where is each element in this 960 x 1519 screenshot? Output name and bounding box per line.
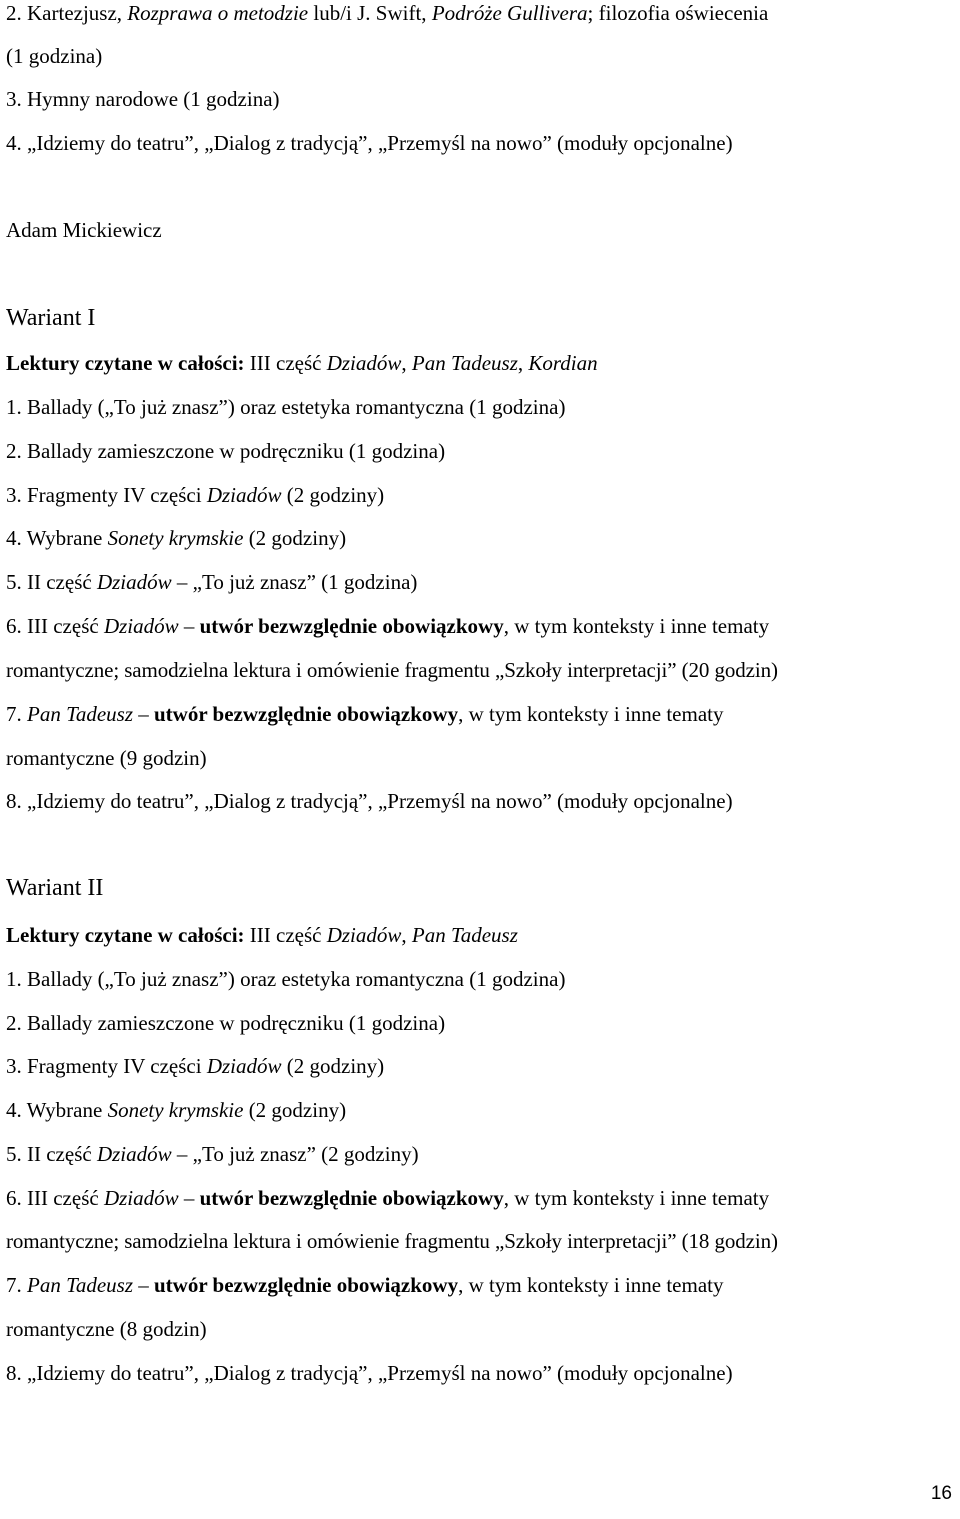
text-run: , w tym konteksty i inne tematy <box>458 1273 724 1297</box>
text-run: 7. <box>6 702 27 726</box>
variant-2-item-4 <box>6 1097 346 1123</box>
text-run: – <box>133 1273 154 1297</box>
readings-label: Lektury czytane w całości: <box>6 351 245 375</box>
variant-1-item-8: 8. „Idziemy do teatru”, „Dialog z tradycją”, „Przemyśl na nowo” (moduły opcjonalne) <box>6 789 733 813</box>
text-run: – <box>178 614 200 638</box>
variant-2-readings <box>6 922 518 948</box>
text-run: 5. II część <box>6 1142 97 1166</box>
readings-label: Lektury czytane w całości: <box>6 923 245 947</box>
variant-1-item-6 <box>6 613 769 639</box>
title-italic: Podróże Gullivera <box>431 1 588 25</box>
item-number: 2. <box>6 1 27 25</box>
text-run: (2 godziny) <box>281 483 385 507</box>
text-run: , <box>401 923 412 947</box>
text-run: , w tym konteksty i inne tematy <box>503 614 770 638</box>
page-number: 16 <box>930 1483 952 1504</box>
variant-1-item-4 <box>6 525 346 551</box>
variant-1-item-6-continuation: romantyczne; samodzielna lektura i omówienie fragmentu „Szkoły interpretacji” (20 godzin) <box>6 658 778 682</box>
variant-1-item-7 <box>6 701 724 727</box>
text-run: 6. III część <box>6 1186 104 1210</box>
title-italic: Dziadów <box>103 1186 179 1210</box>
title-italic: Pan Tadeusz <box>27 702 133 726</box>
variant-2-item-5 <box>6 1141 419 1167</box>
variant-1-item-7-continuation: romantyczne (9 godzin) <box>6 746 207 770</box>
intro-item-2-continuation: (1 godzina) <box>6 44 103 68</box>
text-run: ; filozofia oświecenia <box>587 1 769 25</box>
text-run: , w tym konteksty i inne tematy <box>458 702 724 726</box>
intro-item-2 <box>6 0 768 26</box>
title-italic: Dziadów <box>206 483 282 507</box>
text-run: 5. II część <box>6 570 97 594</box>
emphasis-bold: utwór bezwzględnie obowiązkowy <box>199 1186 504 1210</box>
variant-1-readings <box>6 350 598 376</box>
text-run: 3. Fragmenty IV części <box>6 483 207 507</box>
text-run: , w tym konteksty i inne tematy <box>503 1186 770 1210</box>
text-run: (2 godziny) <box>243 526 347 550</box>
title-italic: Pan Tadeusz <box>411 351 518 375</box>
variant-2-item-7 <box>6 1272 724 1298</box>
text-run: lub/i J. Swift, <box>308 1 432 25</box>
title-italic: Dziadów <box>206 1054 282 1078</box>
variant-1-item-1: 1. Ballady („To już znasz”) oraz estetyka romantyczna (1 godzina) <box>6 395 566 419</box>
intro-item-4: 4. „Idziemy do teatru”, „Dialog z tradycją”, „Przemyśl na nowo” (moduły opcjonalne) <box>6 131 733 155</box>
intro-item-3: 3. Hymny narodowe (1 godzina) <box>6 87 280 111</box>
variant-1-title: Wariant I <box>6 305 96 331</box>
title-italic: Kordian <box>528 351 598 375</box>
title-italic: Sonety krymskie <box>107 1098 244 1122</box>
author-heading: Adam Mickiewicz <box>6 218 162 242</box>
title-italic: Pan Tadeusz <box>411 923 518 947</box>
title-italic: Dziadów <box>96 570 172 594</box>
text-run: , <box>517 351 529 375</box>
variant-2-title: Wariant II <box>6 875 104 901</box>
text-run: – „To już znasz” (1 godzina) <box>171 570 418 594</box>
text-run: III część <box>244 923 327 947</box>
text-run: Kartezjusz, <box>27 1 128 25</box>
variant-2-item-6 <box>6 1185 769 1211</box>
text-run: (2 godziny) <box>281 1054 385 1078</box>
title-italic: Dziadów <box>103 614 179 638</box>
title-italic: Sonety krymskie <box>107 526 244 550</box>
text-run: (2 godziny) <box>243 1098 347 1122</box>
variant-1-item-3 <box>6 482 384 508</box>
variant-2-item-8: 8. „Idziemy do teatru”, „Dialog z tradycją”, „Przemyśl na nowo” (moduły opcjonalne) <box>6 1361 733 1385</box>
title-italic: Dziadów <box>326 351 402 375</box>
emphasis-bold: utwór bezwzględnie obowiązkowy <box>154 702 459 726</box>
variant-2-item-3 <box>6 1053 384 1079</box>
variant-2-item-1: 1. Ballady („To już znasz”) oraz estetyka romantyczna (1 godzina) <box>6 967 566 991</box>
title-italic: Rozprawa o metodzie <box>127 1 309 25</box>
variant-1-item-5 <box>6 569 417 595</box>
title-italic: Dziadów <box>326 923 402 947</box>
title-italic: Dziadów <box>96 1142 172 1166</box>
text-run: 4. Wybrane <box>6 1098 108 1122</box>
text-run: – <box>133 702 154 726</box>
variant-2-item-2: 2. Ballady zamieszczone w podręczniku (1 godzina) <box>6 1011 446 1035</box>
text-run: 3. Fragmenty IV części <box>6 1054 207 1078</box>
text-run: , <box>401 351 412 375</box>
text-run: – <box>178 1186 200 1210</box>
variant-2-item-6-continuation: romantyczne; samodzielna lektura i omówienie fragmentu „Szkoły interpretacji” (18 godzin) <box>6 1229 778 1253</box>
emphasis-bold: utwór bezwzględnie obowiązkowy <box>199 614 504 638</box>
text-run: 7. <box>6 1273 27 1297</box>
title-italic: Pan Tadeusz <box>27 1273 133 1297</box>
text-run: – „To już znasz” (2 godziny) <box>171 1142 419 1166</box>
text-run: III część <box>244 351 327 375</box>
text-run: 6. III część <box>6 614 104 638</box>
text-run: 4. Wybrane <box>6 526 108 550</box>
emphasis-bold: utwór bezwzględnie obowiązkowy <box>154 1273 459 1297</box>
variant-1-item-2: 2. Ballady zamieszczone w podręczniku (1 godzina) <box>6 439 446 463</box>
variant-2-item-7-continuation: romantyczne (8 godzin) <box>6 1317 207 1341</box>
